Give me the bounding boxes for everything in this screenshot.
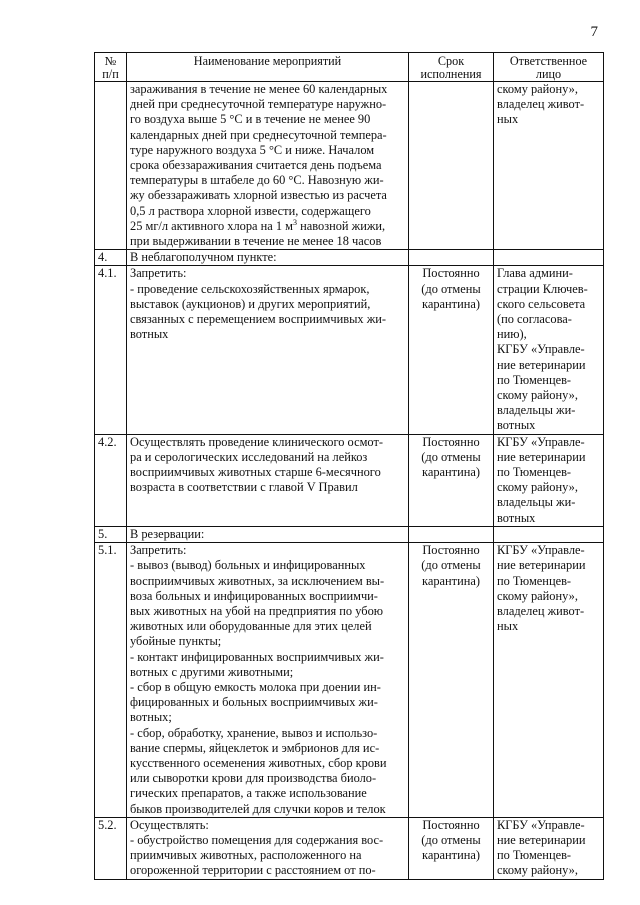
row-name: Запретить: - вывоз (вывод) больных и инфицированных восприимчивых животных, за исключением вы- воза больных и инфицированных восприимчи- вых животных на убой на предприятия по убою животных или оборудованные для этих целей убойные пункты; - контакт инфицированных восприимчивых жи- вотных с другими животными; - сбор в общую емкость молока при доении ин- фицированных и больных восприимчивых жи- вотных; - сбор, обработку, хранение, вывоз и использо- вание спермы, яйцеклеток и эмбрионов для ис- кусственного осеменения животных, сбор крови или сыворотки крови для производства биоло- гических препаратов, а также использование быков производителей для случки коров и телок <box>127 543 409 818</box>
row-name: Осуществлять проведение клинического осмот- ра и серологических исследований на лейкоз восприимчивых животных старше 6-месячного возраста в соответствии с главой V Правил <box>127 434 409 526</box>
header-num: № п/п <box>95 53 127 82</box>
measures-table <box>94 52 604 880</box>
row-resp <box>494 526 604 542</box>
header-name: Наименование мероприятий <box>127 53 409 82</box>
row-num: 5. <box>95 526 127 542</box>
row-term: Постоянно (до отмены карантина) <box>409 266 494 434</box>
row-name: зараживания в течение не менее 60 календарных дней при среднесуточной температуре наружно- го воздуха выше 5 °С и в течение не менее 90 календарных дней при среднесуточной темпера- туре наружного воздуха 5 °С и ниже. Началом срока обеззараживания считается день подъема температуры в штабеле до 60 °С. Навозную жи- жу обеззараживать хлорной известью из расчета 0,5 л раствора хлорной извести, содержащего 25 мг/л активного хлора на 1 $м^3$ навозной жижи, при выдерживании в течение не менее 18 часов <box>127 82 409 250</box>
row-term <box>409 250 494 266</box>
row-resp: КГБУ «Управле- ние ветеринарии по Тюменцев- скому району», владелец живот- ных <box>494 543 604 818</box>
row-num: 4.1. <box>95 266 127 434</box>
table-row <box>95 266 604 434</box>
table-row <box>95 434 604 526</box>
row-name: Осуществлять: - обустройство помещения для содержания вос- приимчивых животных, расположенного на огороженной территории с расстоянием от по- <box>127 817 409 879</box>
section-row <box>95 526 604 542</box>
row-term: Постоянно (до отмены карантина) <box>409 543 494 818</box>
row-resp: скому району», владелец живот- ных <box>494 82 604 250</box>
header-term: Срок исполнения <box>409 53 494 82</box>
row-name: В резервации: <box>127 526 409 542</box>
row-term <box>409 526 494 542</box>
page-number: 7 <box>590 24 598 40</box>
row-term: Постоянно (до отмены карантина) <box>409 817 494 879</box>
row-resp: КГБУ «Управле- ние ветеринарии по Тюменцев- скому району», владельцы жи- вотных <box>494 434 604 526</box>
table-row <box>95 817 604 879</box>
section-row <box>95 250 604 266</box>
row-resp: Глава админи- страции Ключев- ского сельсовета (по согласова- нию), КГБУ «Управле- ние ветеринарии по Тюменцев- скому району», владельцы жи- вотных <box>494 266 604 434</box>
row-term: Постоянно (до отмены карантина) <box>409 434 494 526</box>
table-row <box>95 82 604 250</box>
header-resp: Ответственное лицо <box>494 53 604 82</box>
row-num: 4.2. <box>95 434 127 526</box>
table-row <box>95 543 604 818</box>
row-resp <box>494 250 604 266</box>
row-name: В неблагополучном пункте: <box>127 250 409 266</box>
row-num: 5.1. <box>95 543 127 818</box>
row-num: 4. <box>95 250 127 266</box>
row-term <box>409 82 494 250</box>
row-name: Запретить: - проведение сельскохозяйственных ярмарок, выставок (аукционов) и других мероприятий, связанных с перемещением восприимчивых жи- вотных <box>127 266 409 434</box>
row-resp: КГБУ «Управле- ние ветеринарии по Тюменцев- скому району», <box>494 817 604 879</box>
row-num <box>95 82 127 250</box>
table-header-row <box>95 53 604 82</box>
row-num: 5.2. <box>95 817 127 879</box>
